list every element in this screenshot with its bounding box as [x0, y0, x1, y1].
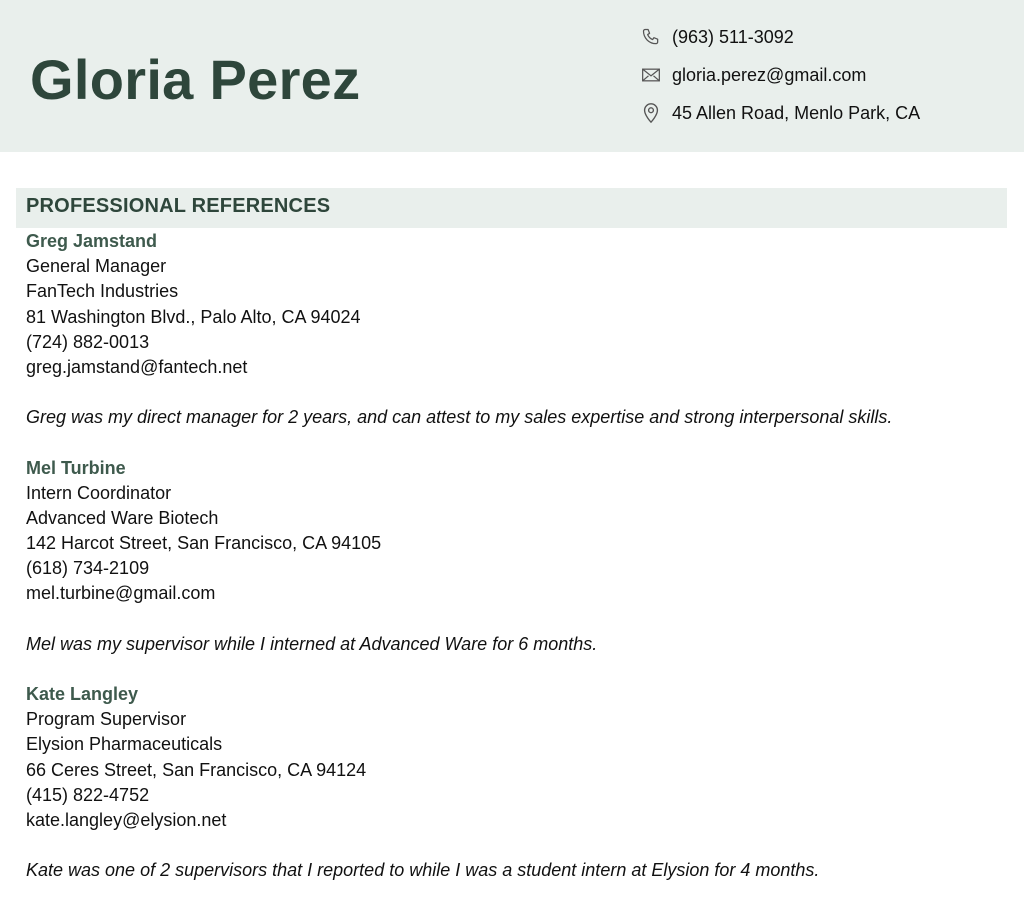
reference-email[interactable]: greg.jamstand@fantech.net [26, 356, 248, 377]
section-title: PROFESSIONAL REFERENCES [26, 195, 331, 217]
reference-address: 81 Washington Blvd., Palo Alto, CA 94024 [26, 306, 361, 327]
reference-address: 66 Ceres Street, San Francisco, CA 94124 [26, 759, 367, 780]
reference-address: 142 Harcot Street, San Francisco, CA 94105 [26, 533, 382, 554]
reference-note: Greg was my direct manager for 2 years, and can attest to my sales expertise and strong interpersonal skills. [26, 407, 893, 428]
phone-icon [640, 26, 662, 48]
reference-entry [26, 682, 1006, 884]
resume-header [0, 0, 1024, 152]
reference-company: FanTech Industries [26, 281, 179, 302]
reference-entry [26, 456, 1006, 658]
reference-note: Kate was one of 2 supervisors that I reported to while I was a student intern at Elysion for 4 months. [26, 860, 820, 881]
candidate-name: Gloria Perez [30, 48, 361, 111]
section-header-bar [16, 188, 1007, 228]
reference-email[interactable]: mel.turbine@gmail.com [26, 583, 216, 604]
reference-phone: (724) 882-0013 [26, 331, 150, 352]
reference-name: Kate Langley [26, 684, 139, 704]
reference-title: Intern Coordinator [26, 482, 172, 503]
reference-title: Program Supervisor [26, 709, 187, 730]
reference-name: Mel Turbine [26, 457, 126, 478]
reference-company: Advanced Ware Biotech [26, 507, 219, 528]
contact-address-row [640, 94, 920, 132]
reference-note: Mel was my supervisor while I interned at Advanced Ware for 6 months. [26, 633, 598, 654]
reference-phone: (415) 822-4752 [26, 784, 150, 805]
location-pin-icon [640, 102, 662, 124]
contact-info [640, 18, 920, 132]
contact-address: 45 Allen Road, Menlo Park, CA [672, 102, 921, 123]
reference-title: General Manager [26, 256, 167, 277]
references-list [26, 229, 1006, 909]
contact-email-row [640, 56, 920, 94]
reference-company: Elysion Pharmaceuticals [26, 734, 223, 755]
contact-phone-row [640, 18, 920, 56]
reference-email[interactable]: kate.langley@elysion.net [26, 809, 227, 830]
contact-phone[interactable]: (963) 511-3092 [672, 26, 794, 47]
reference-name: Greg Jamstand [26, 231, 158, 251]
contact-email[interactable]: gloria.perez@gmail.com [672, 64, 867, 85]
envelope-icon [640, 64, 662, 86]
reference-entry [26, 229, 1006, 431]
reference-phone: (618) 734-2109 [26, 558, 150, 579]
